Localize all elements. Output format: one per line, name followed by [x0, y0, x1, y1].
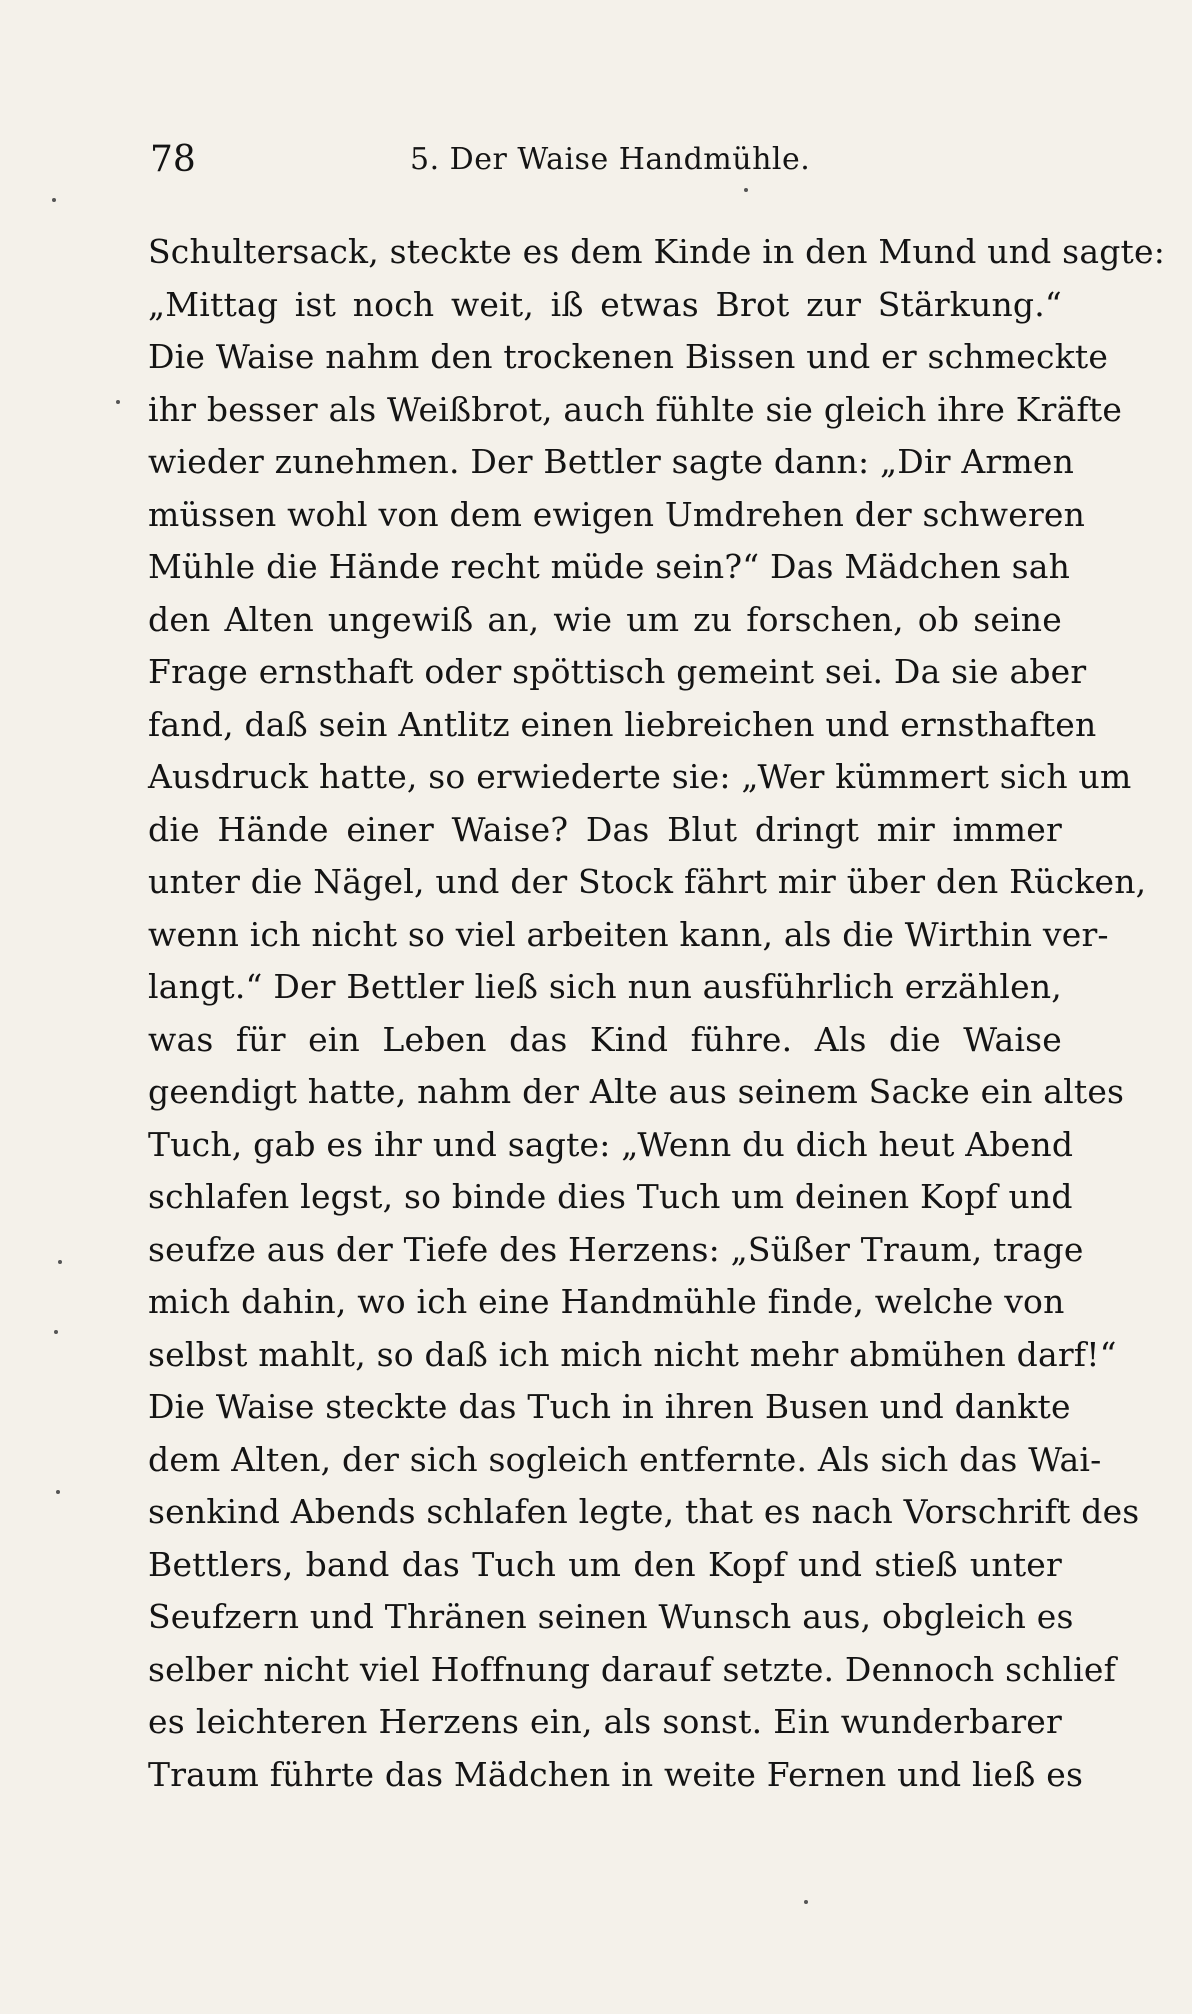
- text-line: mich dahin, wo ich eine Handmühle finde, welche von: [148, 1282, 1065, 1321]
- running-title: 5. Der Waise Handmühle.: [410, 142, 811, 177]
- speck-mark: [54, 1330, 58, 1334]
- text-line: müssen wohl von dem ewigen Umdrehen der schweren: [148, 494, 1086, 534]
- text-line: Traum führte das Mädchen in weite Fernen und ließ es: [148, 1754, 1084, 1794]
- text-line: Bettlers, band das Tuch um den Kopf und stieß unter: [148, 1544, 1062, 1584]
- text-line: was für ein Leben das Kind führe. Als die Waise: [148, 1019, 1062, 1059]
- text-line: Die Waise steckte das Tuch in ihren Busen und dankte: [148, 1387, 1071, 1426]
- text-line: selbst mahlt, so daß ich mich nicht mehr abmühen darf!“: [148, 1334, 1117, 1374]
- text-line: es leichteren Herzens ein, als sonst. Ein wunderbarer: [148, 1702, 1062, 1741]
- text-line: dem Alten, der sich sogleich entfernte. Als sich das Wai-: [148, 1439, 1102, 1479]
- speck-mark: [58, 1260, 62, 1264]
- text-line: „Mittag ist noch weit, iß etwas Brot zur Stärkung.“: [148, 284, 1062, 324]
- text-line: selber nicht viel Hoffnung darauf setzte. Dennoch schlief: [148, 1649, 1117, 1689]
- text-line: wieder zunehmen. Der Bettler sagte dann: „Dir Armen: [148, 442, 1075, 481]
- speck-mark: [116, 400, 120, 404]
- page-number: 78: [150, 139, 196, 180]
- text-line: schlafen legst, so binde dies Tuch um deinen Kopf und: [148, 1177, 1073, 1216]
- text-line: Frage ernsthaft oder spöttisch gemeint sei. Da sie aber: [148, 652, 1087, 691]
- speck-mark: [804, 1900, 808, 1904]
- text-line: Die Waise nahm den trockenen Bissen und er schmeckte: [148, 337, 1109, 376]
- text-line: fand, daß sein Antlitz einen liebreichen und ernsthaften: [148, 704, 1097, 744]
- speck-mark: [744, 188, 748, 192]
- speck-mark: [56, 1490, 60, 1494]
- text-line: senkind Abends schlafen legte, that es nach Vorschrift des: [148, 1492, 1140, 1531]
- text-line: den Alten ungewiß an, wie um zu forschen, ob seine: [148, 599, 1062, 639]
- text-line: langt.“ Der Bettler ließ sich nun ausführlich erzählen,: [148, 967, 1062, 1006]
- text-line: Tuch, gab es ihr und sagte: „Wenn du dich heut Abend: [148, 1124, 1074, 1164]
- text-line: wenn ich nicht so viel arbeiten kann, als die Wirthin ver-: [148, 914, 1109, 954]
- text-line: seufze aus der Tiefe des Herzens: „Süßer Traum, trage: [148, 1229, 1084, 1269]
- text-line: unter die Nägel, und der Stock fährt mir über den Rücken,: [148, 862, 1147, 901]
- speck-mark: [52, 198, 56, 202]
- text-line: Schultersack, steckte es dem Kinde in den Mund und sagte:: [148, 232, 1166, 271]
- text-line: geendigt hatte, nahm der Alte aus seinem Sacke ein altes: [148, 1072, 1125, 1111]
- text-line: Seufzern und Thränen seinen Wunsch aus, obgleich es: [148, 1597, 1074, 1636]
- body-text: [148, 226, 1166, 1801]
- page-header: [150, 136, 1050, 196]
- text-line: ihr besser als Weißbrot, auch fühlte sie gleich ihre Kräfte: [148, 389, 1123, 429]
- text-line: die Hände einer Waise? Das Blut dringt mir immer: [148, 809, 1062, 849]
- text-line: Mühle die Hände recht müde sein?“ Das Mädchen sah: [148, 547, 1071, 586]
- text-line: Ausdruck hatte, so erwiederte sie: „Wer kümmert sich um: [148, 757, 1132, 796]
